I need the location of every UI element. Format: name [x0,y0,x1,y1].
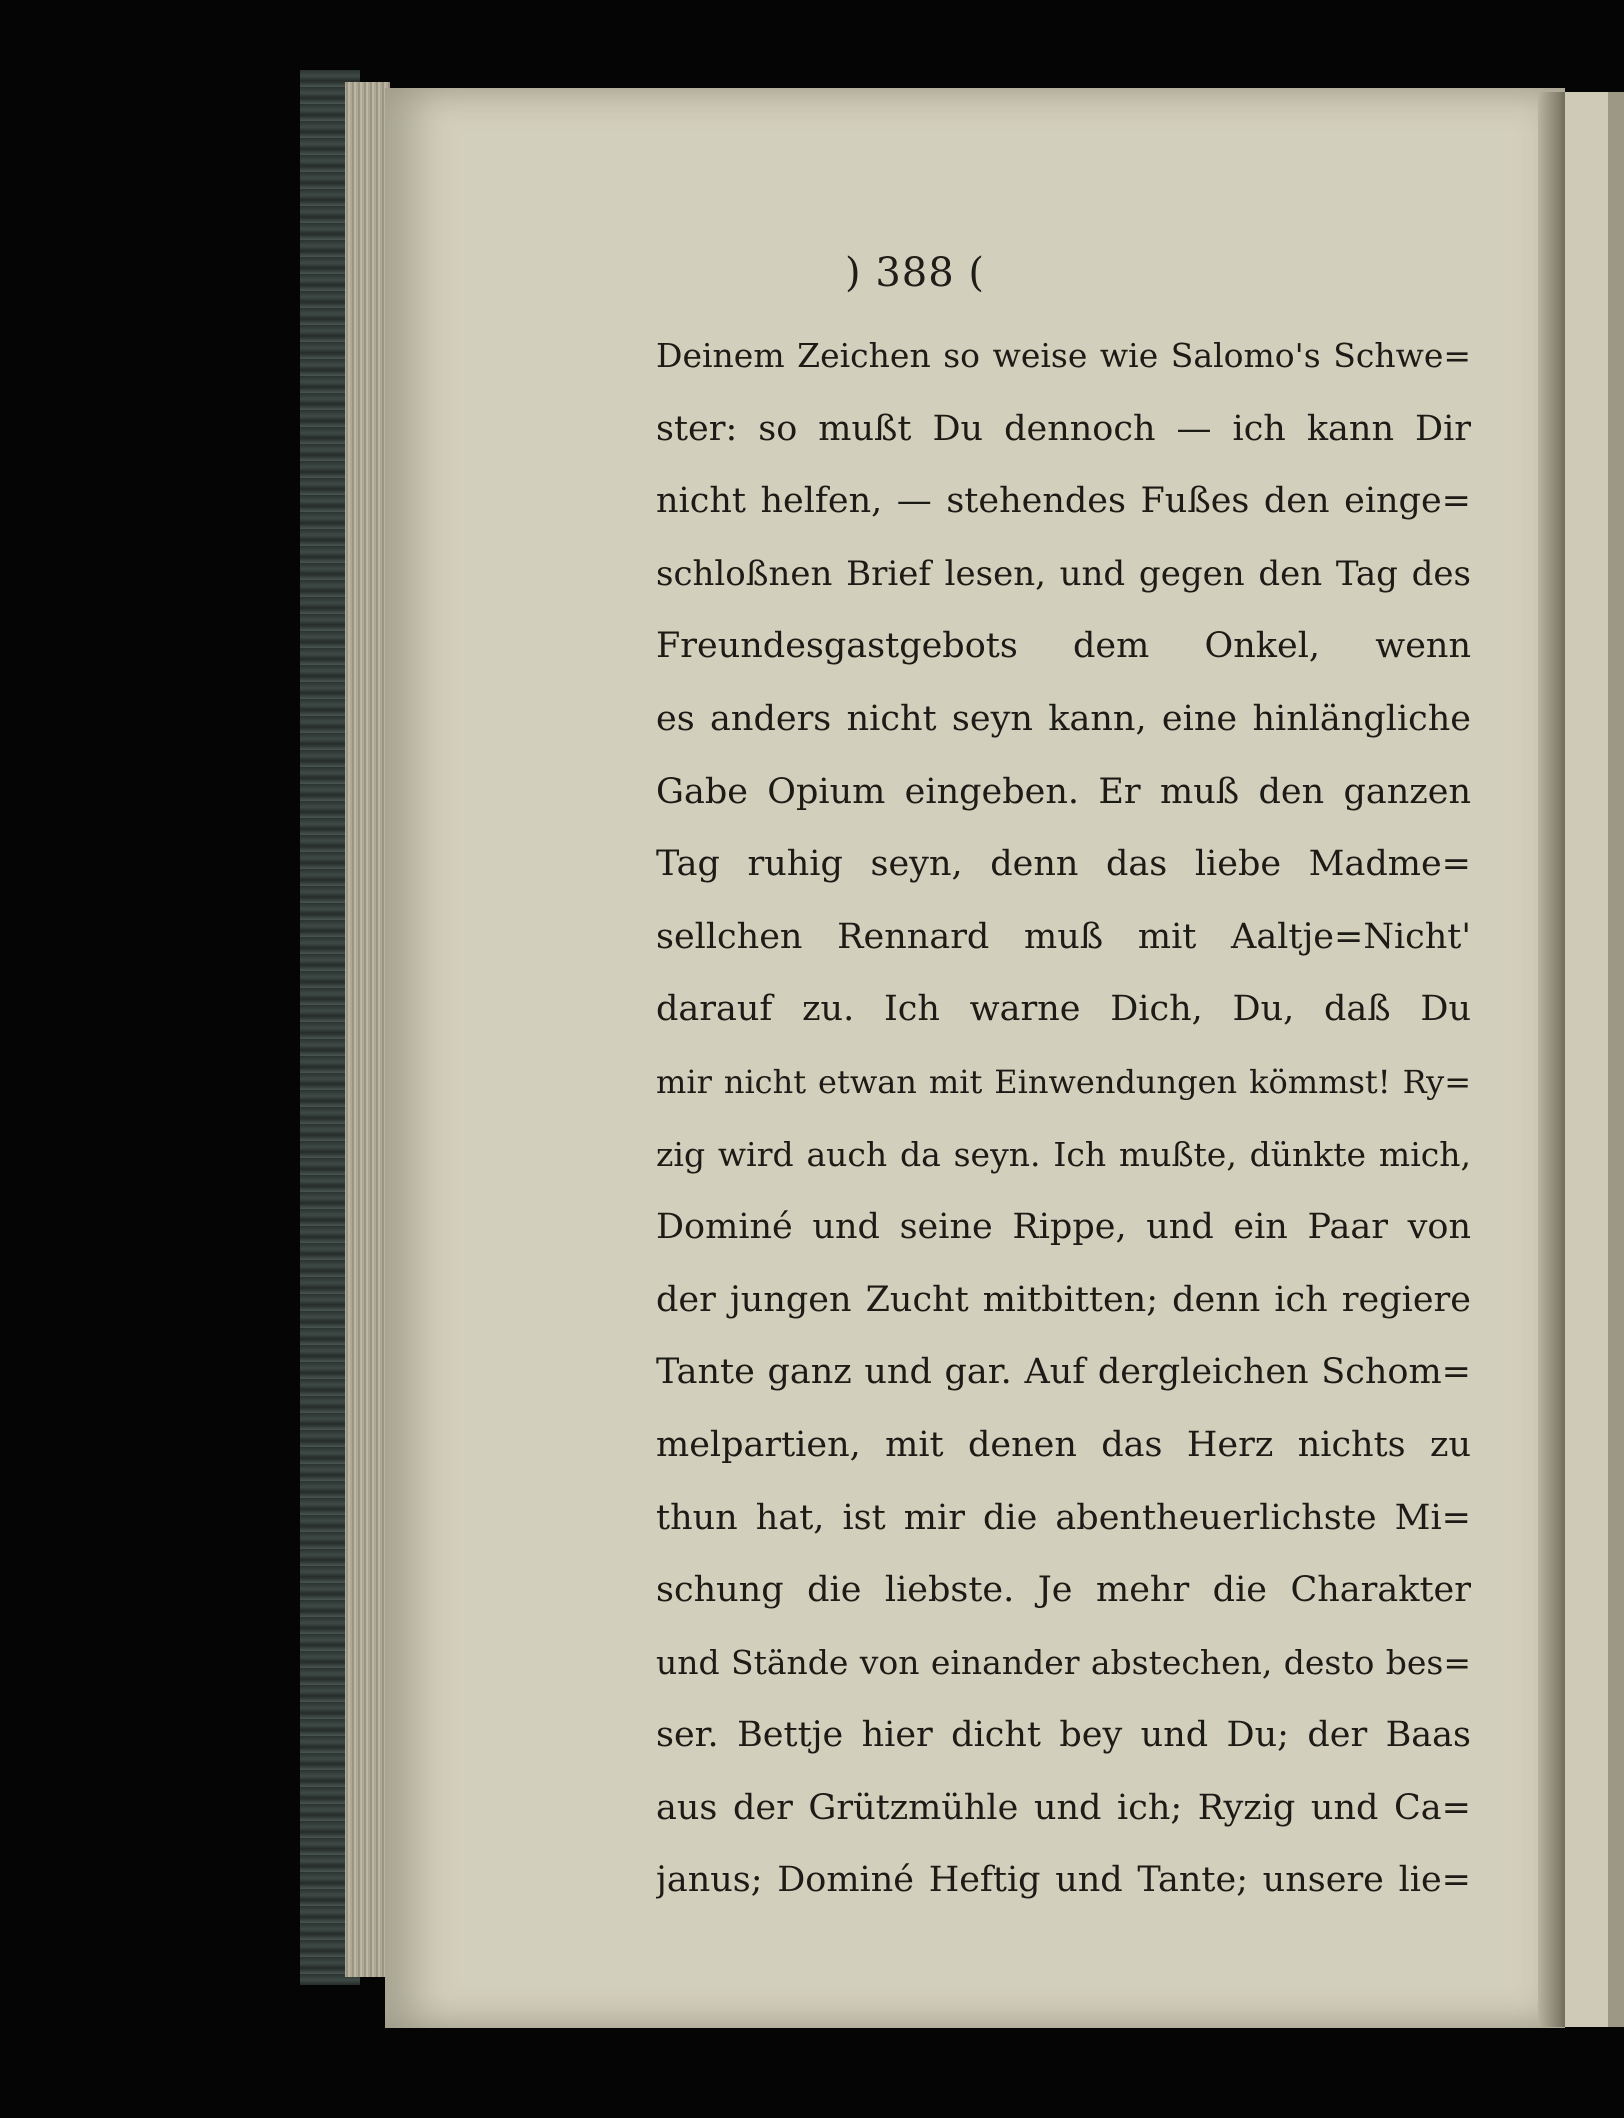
next-page-shadow [1608,92,1624,2027]
text-line: darauf zu. Ich warne Dich, Du, daß Du [656,989,1471,1030]
text-line: janus; Dominé Heftig und Tante; unsere lie= [656,1860,1471,1901]
text-line: mir nicht etwan mit Einwendungen kömmst! Ry= [656,1062,1471,1101]
text-line: Tag ruhig seyn, denn das liebe Madme= [656,844,1471,885]
text-line: der jungen Zucht mitbitten; denn ich regiere [656,1279,1471,1320]
text-line: schloßnen Brief lesen, und gegen den Tag des [656,553,1471,594]
text-line: Gabe Opium eingeben. Er muß den ganzen [656,771,1471,812]
page-number-header: ) 388 ( [845,250,985,296]
text-line: nicht helfen, — stehendes Fußes den einge= [656,481,1471,522]
text-line: zig wird auch da seyn. Ich mußte, dünkte mich, [656,1134,1471,1174]
text-line: Tante ganz und gar. Auf dergleichen Schom= [656,1352,1471,1393]
text-line: Freundesgastgebots dem Onkel, wenn [656,626,1471,667]
text-line: es anders nicht seyn kann, eine hinlängliche [656,698,1471,739]
text-line: sellchen Rennard muß mit Aaltje=Nicht' [656,916,1471,957]
text-line: Deinem Zeichen so weise wie Salomo's Schwe= [656,336,1471,375]
page-edges [345,82,390,1977]
text-line: und Stände von einander abstechen, desto bes= [656,1642,1471,1682]
text-line: ster: so mußt Du dennoch — ich kann Dir [656,408,1471,449]
text-line: aus der Grützmühle und ich; Ryzig und Ca= [656,1787,1471,1828]
text-line: ser. Bettje hier dicht bey und Du; der Baas [656,1715,1471,1756]
text-line: Dominé und seine Rippe, und ein Paar von [656,1207,1471,1248]
text-line: thun hat, ist mir die abentheuerlichste Mi= [656,1497,1471,1538]
text-line: melpartien, mit denen das Herz nichts zu [656,1424,1471,1465]
page-text-block [656,320,1471,1917]
text-line: schung die liebste. Je mehr die Charakter [656,1570,1471,1611]
